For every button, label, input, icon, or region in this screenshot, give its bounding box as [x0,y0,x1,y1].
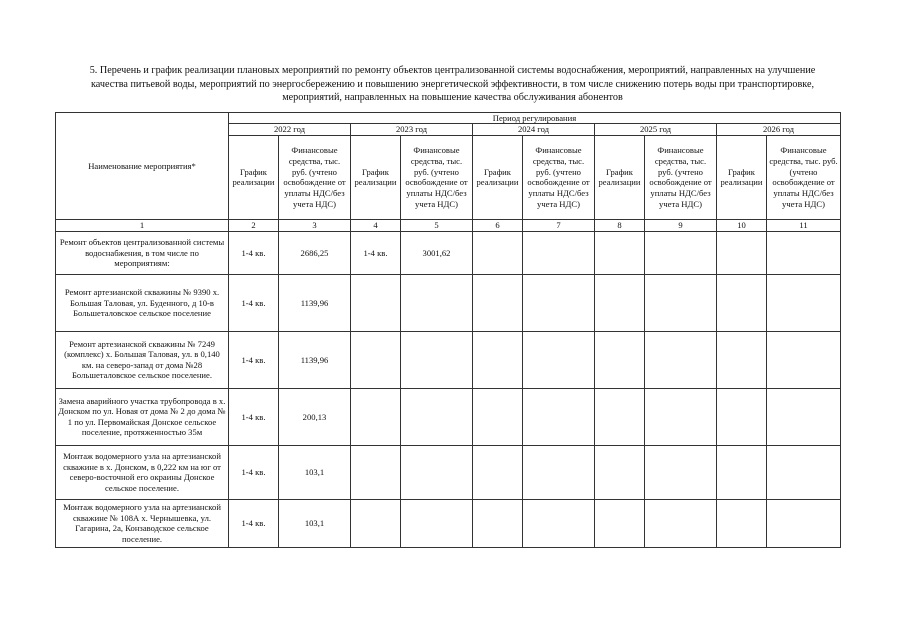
finance-cell [645,499,717,547]
schedule-cell [717,499,767,547]
schedule-cell: 1-4 кв. [229,445,279,499]
year-header-2025: 2025 год [595,124,717,135]
measure-name: Монтаж водомерного узла на артезианской скважине в х. Донском, в 0,222 км на юг от северо-восточной его окраины Донское сельское поселение. [56,445,229,499]
schedule-header: График реализации [595,135,645,219]
measure-name: Монтаж водомерного узла на артезианской скважине № 108А х. Чернышевка, ул. Гагарина, 2а, Конзаводское сельское поселение. [56,499,229,547]
column-number: 10 [717,219,767,231]
finance-cell: 1139,96 [279,274,351,331]
schedule-cell [595,388,645,445]
schedule-cell [717,331,767,388]
column-number: 6 [473,219,523,231]
finance-cell [523,445,595,499]
schedule-cell [473,231,523,274]
finance-cell [645,388,717,445]
column-number: 9 [645,219,717,231]
measures-table [55,112,841,548]
finance-cell [645,331,717,388]
table-row [56,445,841,499]
finance-cell [523,231,595,274]
finance-cell: 103,1 [279,499,351,547]
finance-header: Финансовые средства, тыс. руб. (учтено освобождение от уплаты НДС/без учета НДС) [523,135,595,219]
finance-header: Финансовые средства, тыс. руб. (учтено освобождение от уплаты НДС/без учета НДС) [401,135,473,219]
schedule-cell: 1-4 кв. [229,499,279,547]
schedule-cell [473,445,523,499]
finance-cell [523,331,595,388]
measure-name: Ремонт объектов централизованной системы водоснабжения, в том числе по мероприятиям: [56,231,229,274]
schedule-header: График реализации [351,135,401,219]
finance-cell [645,274,717,331]
schedule-cell [717,274,767,331]
schedule-header: График реализации [229,135,279,219]
schedule-header: График реализации [717,135,767,219]
table-row [56,499,841,547]
column-number: 4 [351,219,401,231]
heading-line-2: качества питьевой воды, мероприятий по энергосбережению и повышению энергетической эффективности, в том числе снижению потерь воды при транспортировке, [90,78,815,90]
finance-cell [401,274,473,331]
column-number: 2 [229,219,279,231]
finance-cell [523,499,595,547]
schedule-cell [351,445,401,499]
finance-cell [767,274,841,331]
schedule-cell [473,388,523,445]
schedule-cell [473,499,523,547]
finance-cell: 200,13 [279,388,351,445]
finance-header: Финансовые средства, тыс. руб. (учтено освобождение от уплаты НДС/без учета НДС) [767,135,841,219]
finance-cell: 1139,96 [279,331,351,388]
column-number: 8 [595,219,645,231]
finance-cell [401,445,473,499]
finance-cell [767,499,841,547]
table-row [56,331,841,388]
finance-cell [523,388,595,445]
schedule-header: График реализации [473,135,523,219]
measure-name: Замена аварийного участка трубопровода в х. Донском по ул. Новая от дома № 2 до дома № 1 по ул. Первомайская Донское сельское поселение, протяженностью 35м [56,388,229,445]
finance-cell [401,388,473,445]
column-number: 3 [279,219,351,231]
schedule-cell [595,499,645,547]
schedule-cell [595,274,645,331]
finance-cell [767,331,841,388]
finance-cell: 103,1 [279,445,351,499]
schedule-cell [351,388,401,445]
column-number: 1 [56,219,229,231]
year-header-2023: 2023 год [351,124,473,135]
schedule-cell: 1-4 кв. [351,231,401,274]
finance-cell [767,388,841,445]
schedule-cell [717,388,767,445]
schedule-cell [351,331,401,388]
table-row [56,231,841,274]
schedule-cell [351,274,401,331]
schedule-cell [351,499,401,547]
year-header-2022: 2022 год [229,124,351,135]
column-number-row [56,219,841,231]
document-heading [50,64,855,105]
schedule-cell [717,231,767,274]
year-header-2026: 2026 год [717,124,841,135]
heading-line-1: 5. Перечень и график реализации плановых мероприятий по ремонту объектов централизованной системы водоснабжения, мероприятий, направленных на улучшение [89,65,816,76]
measure-name: Ремонт артезианской скважины № 7249 (комплекс) х. Большая Таловая, ул. в 0,140 км. на северо-запад от дома №28 Большеталовское сельское поселение. [56,331,229,388]
schedule-cell: 1-4 кв. [229,331,279,388]
period-header: Период регулирования [229,113,841,124]
finance-header: Финансовые средства, тыс. руб. (учтено освобождение от уплаты НДС/без учета НДС) [279,135,351,219]
schedule-cell [717,445,767,499]
measure-name: Ремонт артезианской скважины № 9390 х. Большая Таловая, ул. Буденного, д 10-в Большеталовское сельское поселение [56,274,229,331]
finance-cell [767,231,841,274]
finance-cell [523,274,595,331]
finance-cell [645,445,717,499]
finance-cell [401,331,473,388]
table-row [56,388,841,445]
column-number: 7 [523,219,595,231]
finance-cell: 3001,62 [401,231,473,274]
schedule-cell: 1-4 кв. [229,231,279,274]
schedule-cell: 1-4 кв. [229,388,279,445]
finance-header: Финансовые средства, тыс. руб. (учтено освобождение от уплаты НДС/без учета НДС) [645,135,717,219]
schedule-cell: 1-4 кв. [229,274,279,331]
schedule-cell [473,331,523,388]
finance-cell [645,231,717,274]
column-number: 5 [401,219,473,231]
finance-cell [401,499,473,547]
column-number: 11 [767,219,841,231]
schedule-cell [595,331,645,388]
schedule-cell [595,231,645,274]
name-column-header: Наименование мероприятия* [56,113,229,220]
schedule-cell [473,274,523,331]
finance-cell [767,445,841,499]
heading-line-3: мероприятий, направленных на повышение качества обслуживания абонентов [282,92,623,104]
table-row [56,274,841,331]
finance-cell: 2686,25 [279,231,351,274]
year-header-2024: 2024 год [473,124,595,135]
schedule-cell [595,445,645,499]
